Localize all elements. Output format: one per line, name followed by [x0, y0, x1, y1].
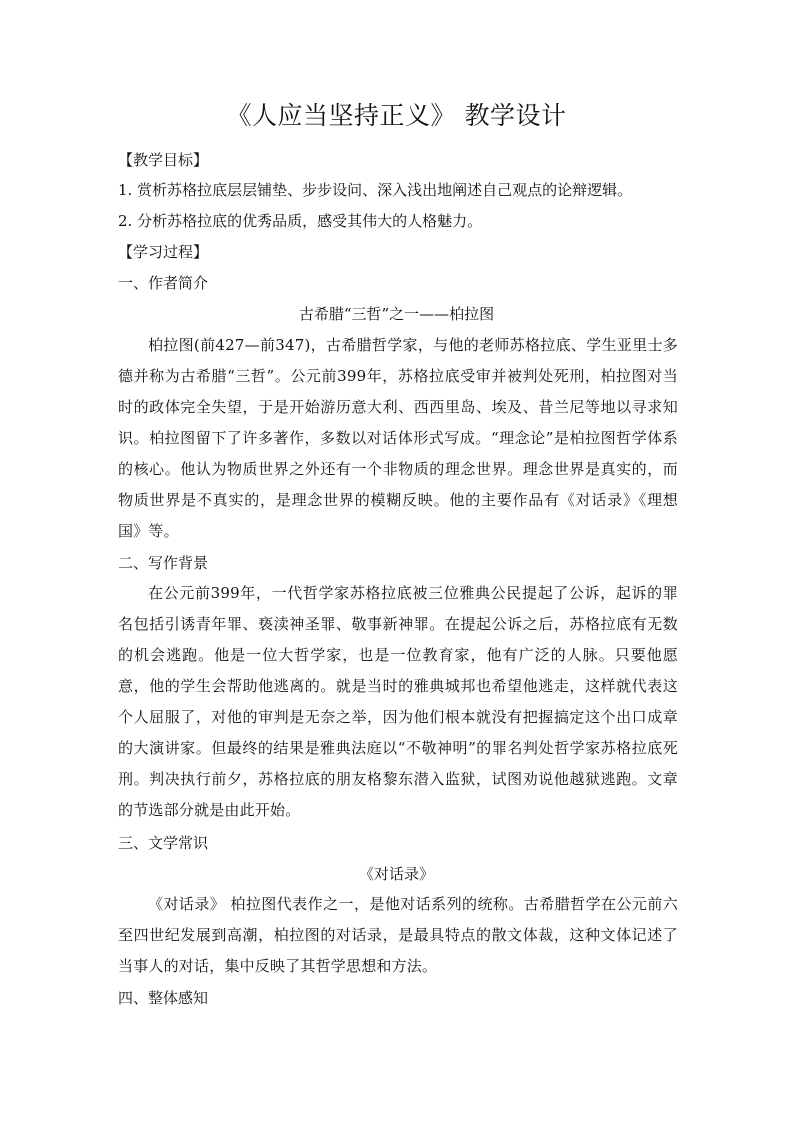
literature-paragraph: 《对话录》 柏拉图代表作之一，是他对话系列的统称。古希腊哲学在公元前六至四世纪发展到高潮，柏拉图的对话录，是最具特点的散文体裁，这种文体记述了当事人的对话，集中反映了其哲学思想和方法。 — [118, 895, 678, 975]
goal-item-2: 2. 分析苏格拉底的优秀品质，感受其伟大的人格魅力。 — [118, 212, 483, 230]
literature-subtitle: 《对话录》 — [358, 865, 434, 883]
author-subtitle: 古希腊“三哲”之一——柏拉图 — [298, 305, 495, 323]
section-heading-overview: 四、整体感知 — [118, 989, 209, 1007]
section-heading-literature: 三、文学常识 — [118, 834, 209, 852]
author-paragraph: 柏拉图(前427—前347)，古希腊哲学家，与他的老师苏格拉底、学生亚里士多德并称为古希腊“三哲”。公元前399年，苏格拉底受审并被判处死刑，柏拉图对当时的政体完全失望，于是开始游历意大利、西西里岛、埃及、昔兰尼等地以寻求知识。柏拉图留下了许多著作，多数以对话体形式写成。“理念论”是柏拉图哲学体系的核心。他认为物质世界之外还有一个非物质的理念世界。理念世界是真实的，而物质世界是不真实的，是理念世界的模糊反映。他的主要作品有《对话录》《理想国》等。 — [118, 336, 678, 540]
background-paragraph: 在公元前399年，一代哲学家苏格拉底被三位雅典公民提起了公诉，起诉的罪名包括引诱青年罪、亵渎神圣罪、敬事新神罪。在提起公诉之后，苏格拉底有无数的机会逃跑。他是一位大哲学家，也是一位教育家，他有广泛的人脉。只要他愿意，他的学生会帮助他逃离的。就是当时的雅典城邦也希望他逃走，这样就代表这个人屈服了，对他的审判是无奈之举，因为他们根本就没有把握搞定这个出口成章的大演讲家。但最终的结果是雅典法庭以“不敬神明”的罪名判处哲学家苏格拉底死刑。判决执行前夕，苏格拉底的朋友格黎东潜入监狱，试图劝说他越狱逃跑。文章的节选部分就是由此开始。 — [118, 584, 678, 819]
page-title: 《人应当坚持正义》 教学设计 — [226, 101, 567, 130]
section-heading-author: 一、作者简介 — [118, 274, 209, 292]
goals-heading: 【教学目标】 — [118, 151, 209, 169]
process-heading: 【学习过程】 — [118, 243, 209, 261]
section-heading-background: 二、写作背景 — [118, 554, 209, 572]
goal-item-1: 1. 赏析苏格拉底层层铺垫、步步设问、深入浅出地阐述自己观点的论辩逻辑。 — [118, 181, 633, 199]
